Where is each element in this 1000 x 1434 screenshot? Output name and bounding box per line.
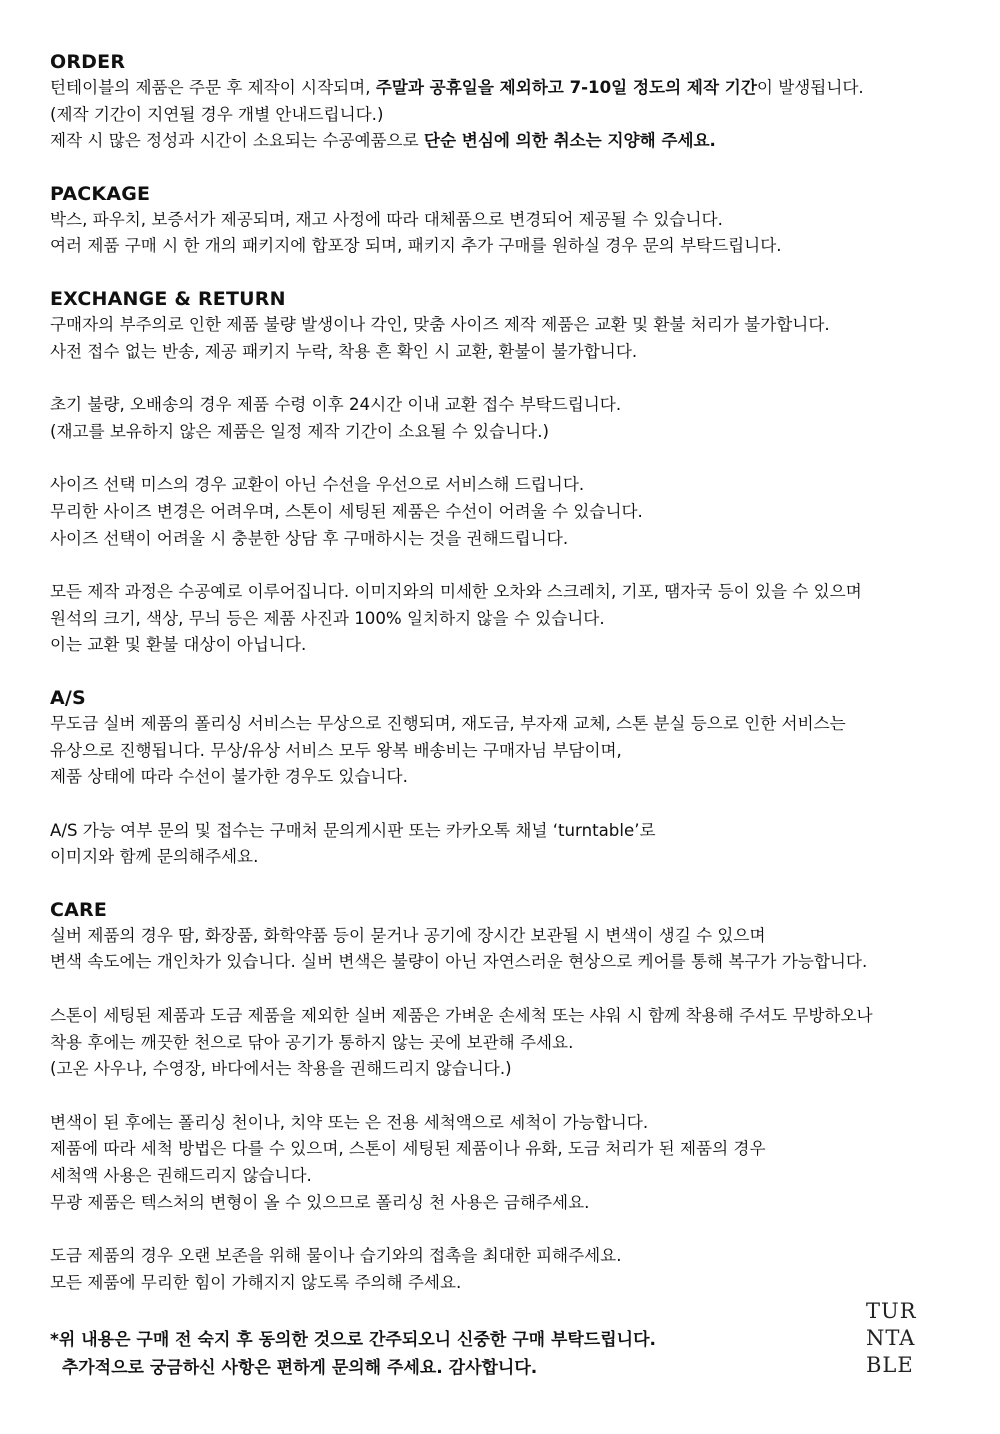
body-text: 초기 불량, 오배송의 경우 제품 수령 이후 24시간 이내 교환 접수 부탁드립니다. [50,395,622,415]
body-text: 이미지와 함께 문의해주세요. [50,847,259,867]
body-text: 세척액 사용은 권해드리지 않습니다. [50,1166,312,1186]
paragraph [50,1003,970,1083]
body-text: 유상으로 진행됩니다. 무상/유상 서비스 모두 왕복 배송비는 구매자님 부담이며, [50,740,622,760]
policy-document [50,50,970,1323]
section-title: A/S [50,686,86,709]
body-text: 변색이 된 후에는 폴리싱 천이나, 치약 또는 은 전용 세척액으로 세척이 가능합니다. [50,1112,649,1132]
paragraph [50,1110,970,1216]
body-text: 무리한 사이즈 변경은 어려우며, 스톤이 세팅된 제품은 수선이 어려울 수 있습니다. [50,501,643,521]
text-line [50,1163,970,1190]
body-text: 모든 제품에 무리한 힘이 가해지지 않도록 주의해 주세요. [50,1272,462,1292]
section-care [50,898,970,1297]
body-text: 변색 속도에는 개인차가 있습니다. 실버 변색은 불량이 아닌 자연스러운 현상으로 케어를 통해 복구가 가능합니다. [50,952,868,972]
body-text: 턴테이블의 제품은 주문 후 제작이 시작되며, [50,78,376,97]
paragraph [50,207,970,260]
body-text: 사이즈 선택이 어려울 시 충분한 상담 후 구매하시는 것을 권해드립니다. [50,528,569,548]
section-title: PACKAGE [50,182,151,205]
text-line [50,472,970,499]
body-text: 무도금 실버 제품의 폴리싱 서비스는 무상으로 진행되며, 재도금, 부자재 교체, 스톤 분실 등으로 인한 서비스는 [50,713,846,733]
footer-notice [50,1326,750,1382]
text-line [50,75,970,102]
body-text: 이 발생됩니다. [756,78,864,97]
logo-line-3: BLE [866,1353,914,1377]
paragraph [50,472,970,552]
paragraph [50,312,970,365]
section-title: EXCHANGE & RETURN [50,287,286,310]
text-line [50,233,970,260]
body-text: 여러 제품 구매 시 한 개의 패키지에 합포장 되며, 패키지 추가 구매를 원하실 경우 문의 부탁드립니다. [50,236,782,256]
text-line [50,1190,970,1217]
text-line [50,632,970,659]
body-text: 착용 후에는 깨끗한 천으로 닦아 공기가 통하지 않는 곳에 보관해 주세요. [50,1032,574,1052]
section-title: ORDER [50,51,126,73]
body-text: 박스, 파우치, 보증서가 제공되며, 재고 사정에 따라 대체품으로 변경되어 제공될 수 있습니다. [50,209,723,229]
body-text: (제작 기간이 지연될 경우 개별 안내드립니다.) [50,104,384,124]
paragraph [50,392,970,445]
section-a-s [50,686,970,871]
footer-line-2: 추가적으로 궁금하신 사항은 편하게 문의해 주세요. 감사합니다. [50,1358,538,1378]
body-text: 사이즈 선택 미스의 경우 교환이 아닌 수선을 우선으로 서비스해 드립니다. [50,475,585,495]
text-line [50,844,970,871]
footer-line-1: *위 내용은 구매 전 숙지 후 동의한 것으로 간주되오니 신중한 구매 부탁드립니다. [50,1330,656,1350]
paragraph [50,1243,970,1296]
body-text: 무광 제품은 텍스처의 변형이 올 수 있으므로 폴리싱 천 사용은 금해주세요. [50,1192,590,1212]
body-text: 모든 제작 과정은 수공예로 이루어집니다. 이미지와의 미세한 오차와 스크레치, 기포, 땜자국 등이 있을 수 있으며 [50,582,862,602]
paragraph [50,711,970,791]
text-line [50,526,970,553]
section-package [50,182,970,260]
text-line [50,392,970,419]
text-line [50,579,970,606]
text-line [50,1056,970,1083]
body-text: 제품에 따라 세척 방법은 다를 수 있으며, 스톤이 세팅된 제품이나 유화, 도금 처리가 된 제품의 경우 [50,1139,766,1159]
text-line [50,312,970,339]
section-order [50,50,970,155]
body-text: 스톤이 세팅된 제품과 도금 제품을 제외한 실버 제품은 가벼운 손세척 또는 샤워 시 함께 착용해 주셔도 무방하오나 [50,1006,873,1026]
text-line [50,711,970,738]
body-text: 이는 교환 및 환불 대상이 아닙니다. [50,635,307,655]
body-text: 도금 제품의 경우 오랜 보존을 위해 물이나 습기와의 접촉을 최대한 피해주세요. [50,1246,622,1266]
turntable-logo [866,1298,936,1379]
text-line [50,818,970,845]
body-text: 제품 상태에 따라 수선이 불가한 경우도 있습니다. [50,767,408,787]
body-text: A/S 가능 여부 문의 및 접수는 구매처 문의게시판 또는 카카오톡 채널 ‘turntable’로 [50,820,656,840]
body-text: 구매자의 부주의로 인한 제품 불량 발생이나 각인, 맞춤 사이즈 제작 제품은 교환 및 환불 처리가 불가합니다. [50,314,830,334]
text-line [50,419,970,446]
paragraph [50,818,970,871]
text-line [50,1270,970,1297]
emphasis-text: 주말과 공휴일을 제외하고 7-10일 정도의 제작 기간 [375,78,757,97]
text-line [50,1003,970,1030]
text-line [50,499,970,526]
logo-line-2: NTA [866,1326,916,1350]
text-line [50,128,970,155]
emphasis-text: 단순 변심에 의한 취소는 지양해 주세요. [423,131,716,151]
section-title: CARE [50,898,108,921]
text-line [50,339,970,366]
text-line [50,1136,970,1163]
section-exchange-return [50,287,970,659]
text-line [50,1030,970,1057]
text-line [50,207,970,234]
body-text: 실버 제품의 경우 땀, 화장품, 화학약품 등이 묻거나 공기에 장시간 보관될 시 변색이 생길 수 있으며 [50,925,766,945]
body-text: (고온 사우나, 수영장, 바다에서는 착용을 권해드리지 않습니다.) [50,1059,512,1079]
body-text: 사전 접수 없는 반송, 제공 패키지 누락, 착용 흔 확인 시 교환, 환불이 불가합니다. [50,341,638,361]
text-line [50,102,970,129]
text-line [50,738,970,765]
text-line [50,764,970,791]
body-text: 원석의 크기, 색상, 무늬 등은 제품 사진과 100% 일치하지 않을 수 있습니다. [50,608,605,628]
text-line [50,1243,970,1270]
paragraph [50,579,970,659]
text-line [50,606,970,633]
text-line [50,949,970,976]
body-text: 제작 시 많은 정성과 시간이 소요되는 수공예품으로 [50,131,424,151]
text-line [50,923,970,950]
body-text: (재고를 보유하지 않은 제품은 일정 제작 기간이 소요될 수 있습니다.) [50,421,549,441]
paragraph [50,75,970,155]
logo-line-1: TUR [866,1299,917,1323]
paragraph [50,923,970,976]
text-line [50,1110,970,1137]
